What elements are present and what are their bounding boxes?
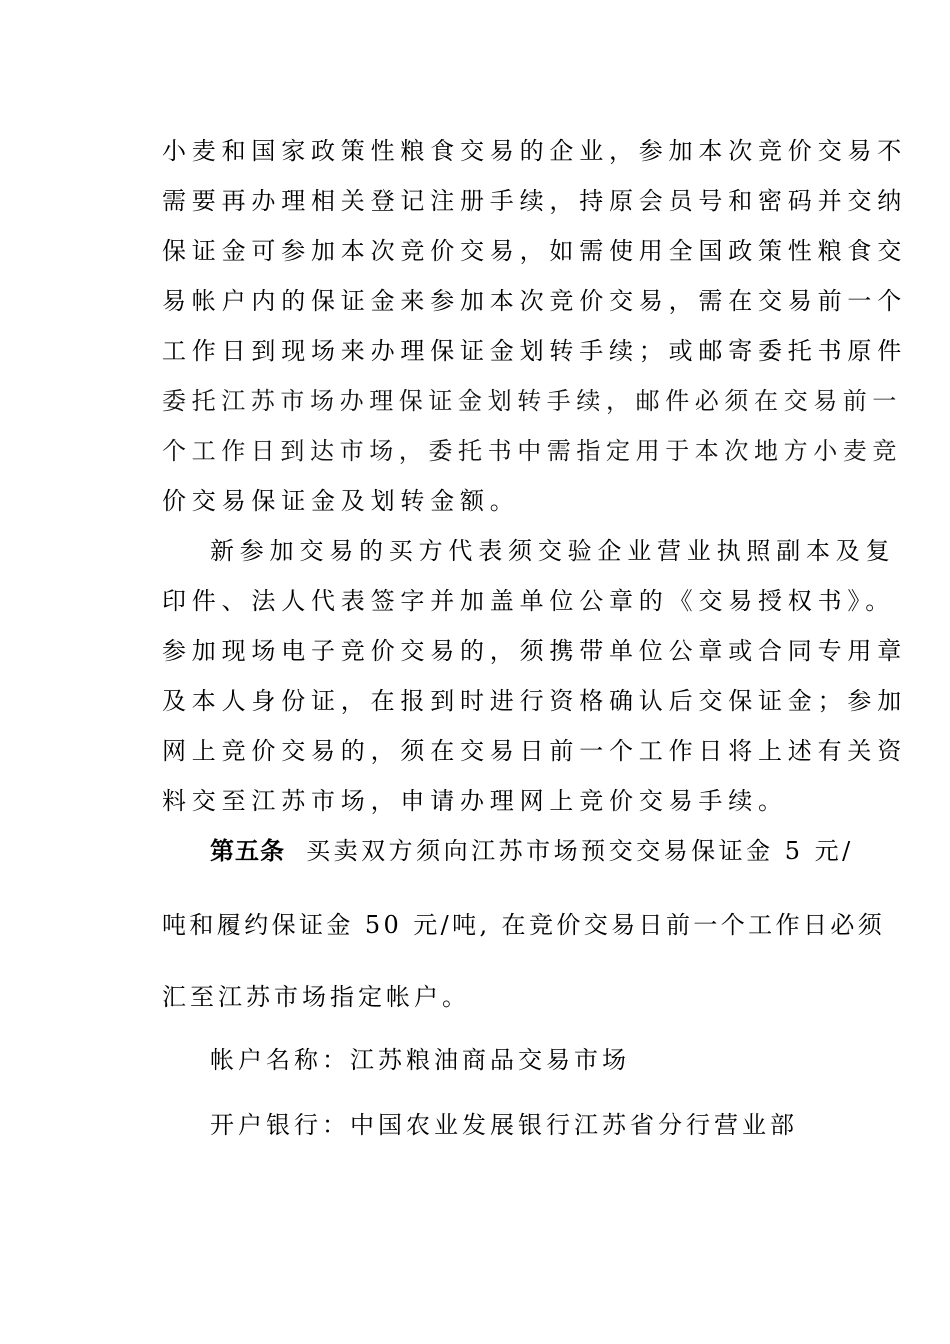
paragraph-1-line-1: 小麦和国家政策性粮食交易的企业，参加本次竞价交易不	[162, 137, 907, 165]
paragraph-2-line-2: 印件、法人代表签字并加盖单位公章的《交易授权书》。	[162, 587, 895, 615]
article-5-text-1: 买卖双方须向江苏市场预交交易保证金 5 元/	[306, 837, 854, 865]
article-5-line-3: 汇至江苏市场指定帐户。	[162, 983, 470, 1011]
article-5-line-2: 吨和履约保证金 50 元/吨, 在竞价交易日前一个工作日必须	[162, 911, 886, 939]
paragraph-1-line-5: 工作日到现场来办理保证金划转手续；或邮寄委托书原件	[162, 337, 907, 365]
paragraph-2-line-3: 参加现场电子竞价交易的，须携带单位公章或合同专用章	[162, 637, 907, 665]
account-bank-line: 开户银行：中国农业发展银行江苏省分行营业部	[210, 1111, 798, 1139]
paragraph-2-line-5: 网上竞价交易的，须在交易日前一个工作日将上述有关资	[162, 737, 907, 765]
paragraph-1-line-7: 个工作日到达市场，委托书中需指定用于本次地方小麦竞	[162, 437, 902, 465]
account-name-line: 帐户名称：江苏粮油商品交易市场	[210, 1046, 630, 1074]
paragraph-2-line-4: 及本人身份证，在报到时进行资格确认后交保证金；参加	[162, 687, 907, 715]
paragraph-1-line-2: 需要再办理相关登记注册手续，持原会员号和密码并交纳	[162, 187, 907, 215]
paragraph-1-line-8: 价交易保证金及划转金额。	[162, 487, 520, 515]
article-5-line-1	[210, 836, 854, 866]
paragraph-1-line-4: 易帐户内的保证金来参加本次竞价交易，需在交易前一个	[162, 287, 907, 315]
paragraph-1-line-6: 委托江苏市场办理保证金划转手续，邮件必须在交易前一	[162, 387, 902, 415]
article-5-heading: 第五条	[210, 837, 285, 865]
paragraph-1-line-3: 保证金可参加本次竞价交易，如需使用全国政策性粮食交	[162, 237, 907, 265]
paragraph-2-line-6: 料交至江苏市场，申请办理网上竞价交易手续。	[162, 787, 788, 815]
paragraph-2-line-1: 新参加交易的买方代表须交验企业营业执照副本及复	[210, 537, 896, 565]
